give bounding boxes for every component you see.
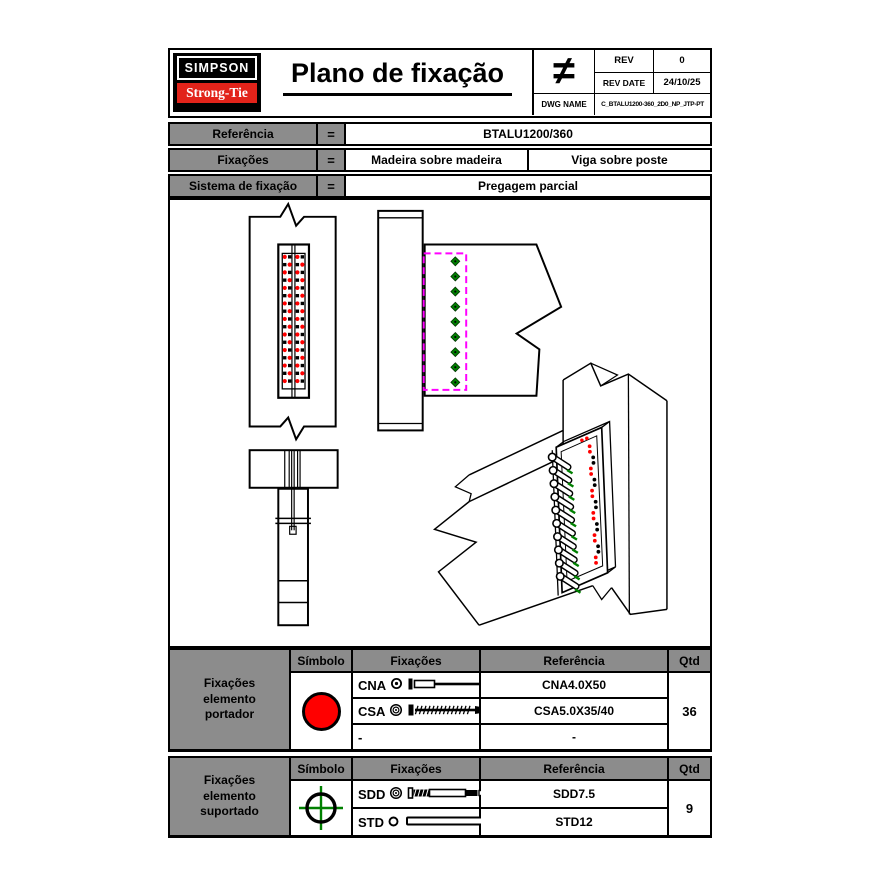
- fixing-reference: CNA4.0X50: [481, 673, 667, 697]
- brand-logo: [173, 53, 261, 112]
- fixings-value-2: Viga sobre poste: [527, 150, 710, 170]
- dwg-name-label: DWG NAME: [534, 93, 594, 115]
- simpson-wordmark: SIMPSON: [177, 56, 257, 80]
- carrier-group-label: Fixações elemento portador: [170, 650, 289, 749]
- supported-group-label: Fixações elemento suportado: [170, 758, 289, 835]
- revision-block: [532, 50, 710, 115]
- carrier-qty-value: 36: [669, 673, 710, 749]
- rev-date-value: 24/10/25: [653, 72, 710, 94]
- fixing-system-label: Sistema de fixação: [170, 176, 318, 196]
- front-view-drawing: [250, 204, 336, 439]
- top-view-drawing: [250, 450, 338, 625]
- carrier-fixings-table: [168, 648, 712, 752]
- isometric-view-drawing: [435, 363, 667, 625]
- col-header-symbol: Símbolo: [291, 650, 351, 671]
- fixings-row: [168, 148, 712, 172]
- technical-drawing: [170, 200, 709, 645]
- equals-sign: =: [318, 176, 346, 196]
- side-view-dowels: [451, 257, 460, 387]
- red-circle-symbol-icon: [302, 692, 341, 731]
- side-view-drawing: [378, 211, 561, 431]
- carrier-symbol-cell: [291, 673, 351, 749]
- front-view-fasteners: [283, 255, 305, 383]
- fixing-row-sdd: [353, 781, 479, 807]
- supported-fixings-table: [168, 756, 712, 838]
- crosshair-symbol-icon: [297, 784, 345, 832]
- reference-label: Referência: [170, 124, 318, 144]
- double-ring-marker-icon: [389, 703, 403, 720]
- col-header-fixings: Fixações: [353, 650, 479, 671]
- equals-sign: =: [318, 124, 346, 144]
- reference-value: BTALU1200/360: [483, 127, 573, 141]
- fixing-reference: -: [481, 725, 667, 749]
- fixing-row-csa: [353, 699, 479, 723]
- col-header-fixings: Fixações: [353, 758, 479, 779]
- fixing-row-empty: [353, 725, 479, 749]
- double-ring-marker-icon: [389, 786, 403, 803]
- fixing-row-cna: [353, 673, 479, 697]
- fixing-code: -: [358, 729, 363, 745]
- fixing-row-std: [353, 809, 479, 835]
- circle-marker-icon: [388, 815, 399, 830]
- fixings-value-1: Madeira sobre madeira: [371, 153, 502, 167]
- title-block: [168, 48, 712, 118]
- rev-label: REV: [594, 50, 653, 72]
- fixing-code: CNA: [358, 677, 387, 693]
- drawing-area: [168, 198, 712, 648]
- fixings-label: Fixações: [170, 150, 318, 170]
- fixing-reference: STD12: [481, 809, 667, 835]
- col-header-symbol: Símbolo: [291, 758, 351, 779]
- col-header-qty: Qtd: [669, 650, 710, 671]
- fixing-reference: CSA5.0X35/40: [481, 699, 667, 723]
- col-header-reference: Referência: [481, 758, 667, 779]
- supported-qty-value: 9: [669, 781, 710, 835]
- page-title: Plano de fixação: [265, 58, 530, 96]
- fixing-code: CSA: [358, 703, 386, 719]
- ring-dot-marker-icon: [390, 677, 403, 693]
- rev-value: 0: [653, 50, 710, 72]
- fixing-code: STD: [358, 814, 384, 830]
- fixing-system-row: [168, 174, 712, 198]
- col-header-qty: Qtd: [669, 758, 710, 779]
- supported-symbol-cell: [291, 781, 351, 835]
- fixing-system-value: Pregagem parcial: [477, 179, 579, 193]
- fixing-code: SDD: [358, 786, 386, 802]
- dwg-name-value: C_BTALU1200-360_2D0_NP_JTP-PT: [594, 93, 710, 115]
- fixing-reference: SDD7.5: [481, 781, 667, 807]
- rev-date-label: REV DATE: [594, 72, 653, 94]
- col-header-reference: Referência: [481, 650, 667, 671]
- equals-sign: =: [318, 150, 346, 170]
- strongtie-wordmark: Strong-Tie: [177, 83, 257, 103]
- not-equal-logo-icon: ≠: [553, 49, 575, 94]
- drawing-sheet: [168, 48, 712, 838]
- reference-row: [168, 122, 712, 146]
